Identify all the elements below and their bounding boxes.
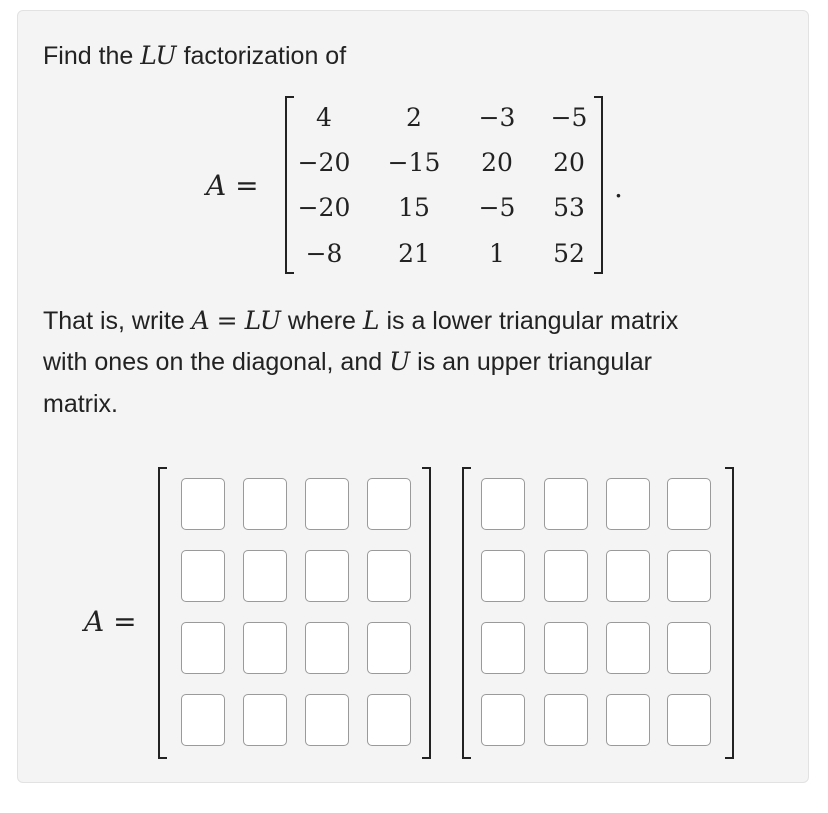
line2-text-c: is a lower triangular matrix xyxy=(386,307,679,335)
U-input-r1c2[interactable] xyxy=(544,478,588,530)
U-input-r1c1[interactable] xyxy=(481,478,525,530)
matrix-cell: −5 xyxy=(550,103,588,132)
L-input-r2c3[interactable] xyxy=(305,550,349,602)
L-input-r1c3[interactable] xyxy=(305,478,349,530)
problem-card xyxy=(17,10,809,783)
U-input-r2c4[interactable] xyxy=(667,550,711,602)
instruction-line-2 xyxy=(43,347,652,377)
answer-label: A = xyxy=(84,605,137,638)
line3-U: U xyxy=(389,347,411,376)
L-input-r1c4[interactable] xyxy=(367,478,411,530)
matrix-label: A = xyxy=(206,169,259,202)
matrix-cell: −5 xyxy=(478,193,516,222)
intro-suffix: factorization of xyxy=(183,42,347,70)
U-input-r2c1[interactable] xyxy=(481,550,525,602)
U-matrix-right-bracket xyxy=(725,467,734,759)
U-input-r3c4[interactable] xyxy=(667,622,711,674)
line2-text-a: That is, write xyxy=(43,307,185,335)
line3-text-a: with ones on the diagonal, and xyxy=(43,348,383,376)
U-input-r4c2[interactable] xyxy=(544,694,588,746)
L-input-r1c1[interactable] xyxy=(181,478,225,530)
instruction-line-3: matrix. xyxy=(43,390,118,418)
line3-text-b: is an upper triangular xyxy=(417,348,653,376)
matrix-cell: 52 xyxy=(553,239,585,268)
matrix-cell: −3 xyxy=(478,103,516,132)
matrix-cell: 53 xyxy=(553,193,585,222)
L-input-r4c1[interactable] xyxy=(181,694,225,746)
line2-eq-lhs: A xyxy=(191,306,210,335)
U-input-r4c4[interactable] xyxy=(667,694,711,746)
U-input-r3c3[interactable] xyxy=(606,622,650,674)
L-matrix-right-bracket xyxy=(422,467,431,759)
U-input-r3c2[interactable] xyxy=(544,622,588,674)
U-input-r3c1[interactable] xyxy=(481,622,525,674)
L-input-r2c2[interactable] xyxy=(243,550,287,602)
U-input-r4c1[interactable] xyxy=(481,694,525,746)
matrix-period: . xyxy=(614,171,623,204)
matrix-cell: −20 xyxy=(297,193,351,222)
U-input-r2c3[interactable] xyxy=(606,550,650,602)
intro-line xyxy=(43,41,346,71)
L-input-r1c2[interactable] xyxy=(243,478,287,530)
matrix-cell: 20 xyxy=(481,148,513,177)
instruction-line-1 xyxy=(43,306,678,336)
U-input-r2c2[interactable] xyxy=(544,550,588,602)
matrix-cell: 1 xyxy=(489,239,505,268)
L-input-r4c4[interactable] xyxy=(367,694,411,746)
L-input-r3c2[interactable] xyxy=(243,622,287,674)
L-matrix-left-bracket xyxy=(158,467,167,759)
matrix-cell: −15 xyxy=(387,148,441,177)
L-input-r4c2[interactable] xyxy=(243,694,287,746)
U-input-r1c3[interactable] xyxy=(606,478,650,530)
matrix-cell: 21 xyxy=(398,239,430,268)
U-input-r4c3[interactable] xyxy=(606,694,650,746)
intro-math: LU xyxy=(140,41,177,70)
U-input-r1c4[interactable] xyxy=(667,478,711,530)
L-input-r2c1[interactable] xyxy=(181,550,225,602)
line2-eq-rhs: LU xyxy=(244,306,281,335)
L-input-r3c4[interactable] xyxy=(367,622,411,674)
line2-text-b: where xyxy=(287,307,356,335)
matrix-cell: 20 xyxy=(553,148,585,177)
U-matrix-left-bracket xyxy=(462,467,471,759)
L-input-r2c4[interactable] xyxy=(367,550,411,602)
matrix-cell: 15 xyxy=(398,193,430,222)
matrix-cell: 4 xyxy=(316,103,332,132)
L-input-r4c3[interactable] xyxy=(305,694,349,746)
matrix-cell: 2 xyxy=(406,103,422,132)
intro-text: Find the xyxy=(43,42,134,70)
L-input-r3c3[interactable] xyxy=(305,622,349,674)
L-input-r3c1[interactable] xyxy=(181,622,225,674)
matrix-cell: −8 xyxy=(305,239,343,268)
line2-eq-sign: = xyxy=(216,306,238,335)
matrix-cell: −20 xyxy=(297,148,351,177)
line2-L: L xyxy=(362,306,380,335)
